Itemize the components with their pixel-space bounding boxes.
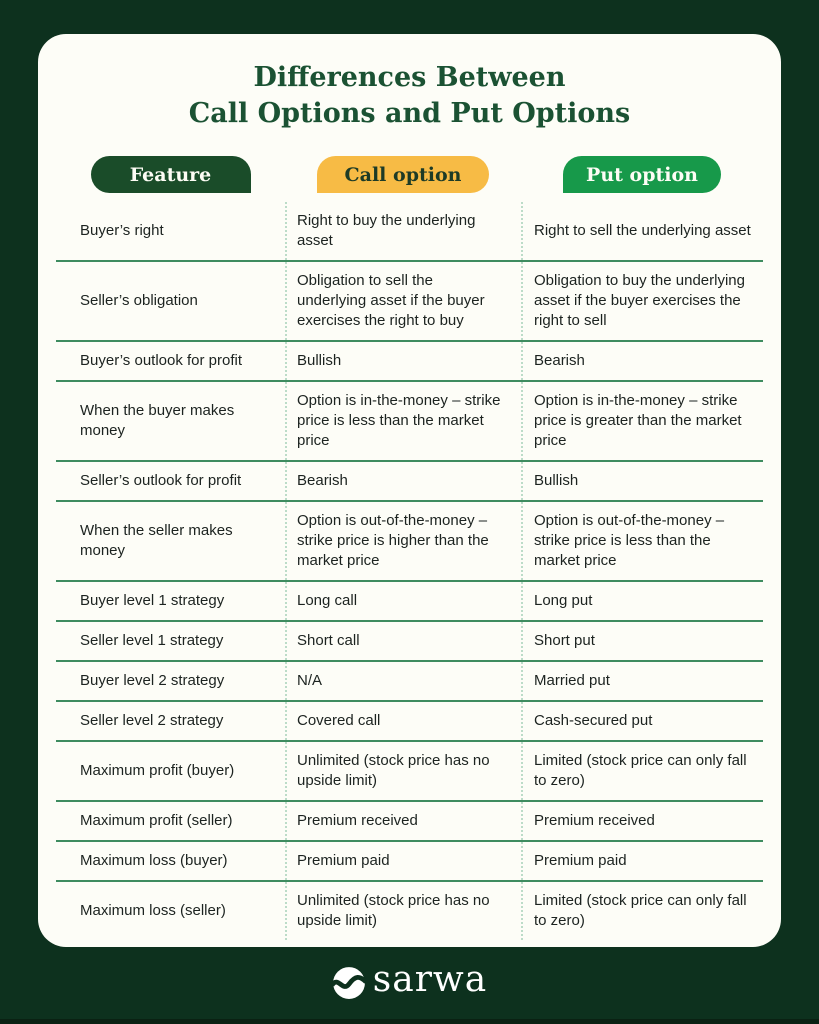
call-option-cell: Right to buy the underlying asset	[297, 212, 476, 249]
feature-header-slot	[56, 156, 285, 193]
table-row	[56, 582, 763, 622]
put-option-cell: Right to sell the underlying asset	[534, 222, 751, 239]
table-row	[56, 842, 763, 882]
sarwa-logo-icon	[332, 966, 366, 1000]
put-option-cell: Option is in-the-money – strike price is greater than the market price	[534, 392, 742, 449]
put-option-cell: Obligation to buy the underlying asset if the buyer exercises the right to sell	[534, 272, 745, 329]
infographic-card	[38, 34, 781, 947]
call-option-cell: Bearish	[297, 472, 348, 489]
feature-cell: Buyer level 2 strategy	[80, 672, 225, 689]
footer	[0, 947, 819, 1019]
call-option-cell: Short call	[297, 632, 360, 649]
table-row	[56, 622, 763, 662]
table-row	[56, 742, 763, 802]
call-option-cell: Premium received	[297, 812, 418, 829]
put-option-cell: Premium received	[534, 812, 655, 829]
put-option-cell: Bearish	[534, 352, 585, 369]
title-line-1: Differences Between	[253, 62, 566, 93]
table-row	[56, 702, 763, 742]
table-row	[56, 342, 763, 382]
table-row	[56, 882, 763, 940]
put-option-cell: Option is out-of-the-money – strike price is less than the market price	[534, 512, 725, 569]
put-option-column-header: Put option	[563, 156, 721, 193]
table-row	[56, 382, 763, 462]
column-divider-2	[521, 202, 523, 940]
feature-cell: Maximum profit (seller)	[80, 812, 233, 829]
put-option-cell: Cash-secured put	[534, 712, 653, 729]
table-row	[56, 262, 763, 342]
put-option-cell: Married put	[534, 672, 610, 689]
bottom-strip	[0, 1019, 819, 1024]
feature-cell: Buyer’s right	[80, 222, 164, 239]
feature-column-header: Feature	[91, 156, 251, 193]
put-option-cell: Long put	[534, 592, 593, 609]
call-option-cell: Unlimited (stock price has no upside limit)	[297, 752, 490, 789]
page-title	[38, 60, 781, 132]
call-option-cell: Obligation to sell the underlying asset if the buyer exercises the right to buy	[297, 272, 485, 329]
call-header-slot	[285, 156, 521, 193]
comparison-table-body	[56, 202, 763, 940]
put-option-cell: Short put	[534, 632, 595, 649]
call-option-cell: Long call	[297, 592, 358, 609]
feature-cell: Buyer’s outlook for profit	[80, 352, 243, 369]
call-option-column-header: Call option	[317, 156, 489, 193]
call-option-cell: Option is in-the-money – strike price is less than the market price	[297, 392, 501, 449]
call-option-cell: N/A	[297, 672, 323, 689]
table-row	[56, 802, 763, 842]
column-headers	[56, 156, 763, 193]
sarwa-wordmark: sarwa	[372, 959, 488, 1000]
table-row	[56, 662, 763, 702]
call-option-cell: Unlimited (stock price has no upside limit)	[297, 892, 490, 929]
comparison-table	[56, 202, 763, 940]
put-option-cell: Limited (stock price can only fall to zero)	[534, 892, 747, 929]
feature-cell: Seller level 2 strategy	[80, 712, 224, 729]
call-option-cell: Bullish	[297, 352, 342, 369]
feature-cell: Maximum loss (buyer)	[80, 852, 228, 869]
feature-cell: Maximum profit (buyer)	[80, 762, 235, 779]
feature-cell: When the buyer makes money	[80, 402, 235, 439]
title-line-2: Call Options and Put Options	[188, 98, 631, 129]
call-option-cell: Covered call	[297, 712, 381, 729]
feature-cell: Seller’s outlook for profit	[80, 472, 242, 489]
put-option-cell: Premium paid	[534, 852, 627, 869]
call-option-cell: Option is out-of-the-money – strike price is higher than the market price	[297, 512, 489, 569]
feature-cell: When the seller makes money	[80, 522, 233, 559]
table-row	[56, 502, 763, 582]
feature-cell: Buyer level 1 strategy	[80, 592, 225, 609]
put-option-cell: Bullish	[534, 472, 579, 489]
feature-cell: Seller’s obligation	[80, 292, 198, 309]
feature-cell: Seller level 1 strategy	[80, 632, 224, 649]
put-header-slot	[521, 156, 763, 193]
table-row	[56, 462, 763, 502]
call-option-cell: Premium paid	[297, 852, 390, 869]
table-row	[56, 202, 763, 262]
feature-cell: Maximum loss (seller)	[80, 902, 226, 919]
column-divider-1	[285, 202, 287, 940]
put-option-cell: Limited (stock price can only fall to zero)	[534, 752, 747, 789]
